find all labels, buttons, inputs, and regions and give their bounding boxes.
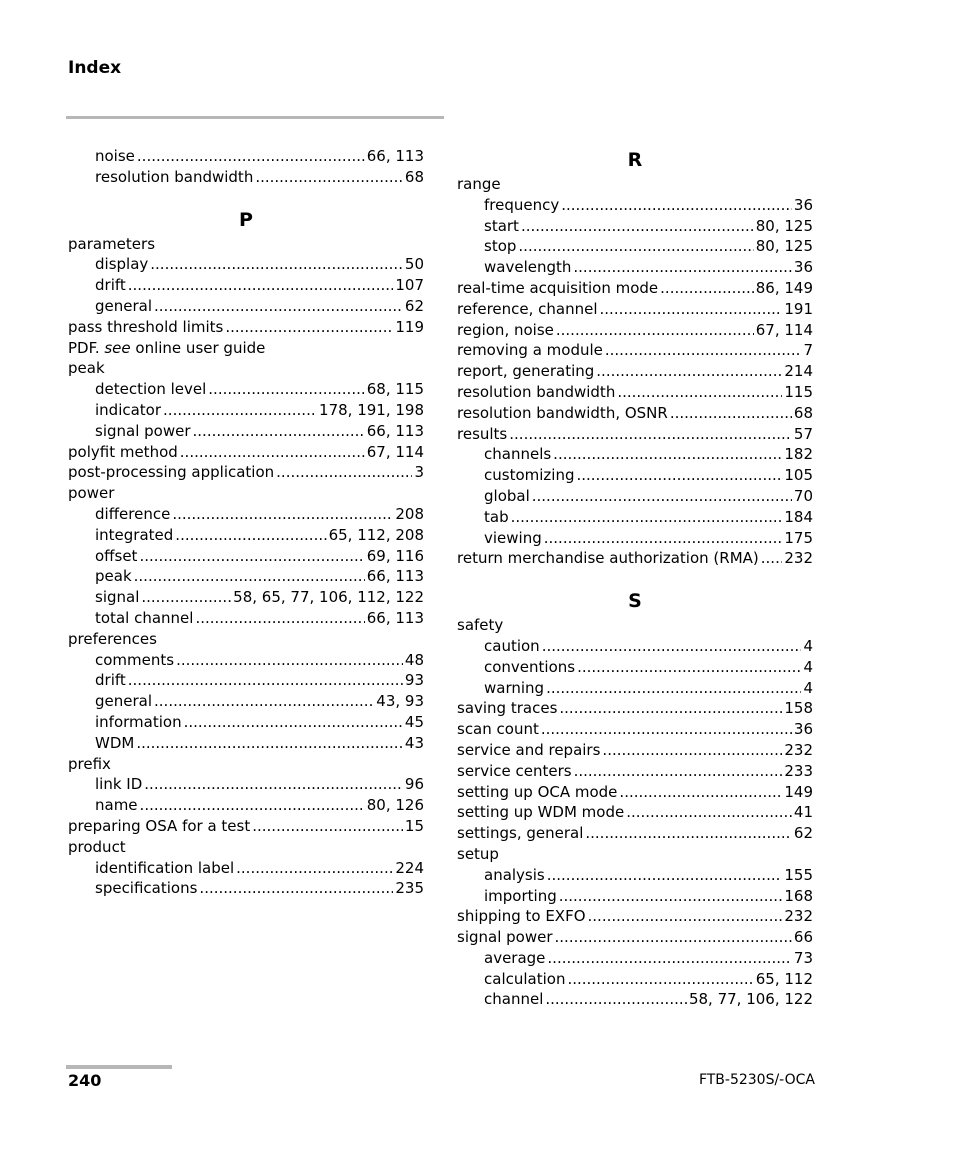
entry-term: signal [95, 588, 140, 607]
dot-leader [660, 278, 754, 299]
entry-term: total channel [95, 608, 194, 627]
section-letter: R [627, 149, 643, 171]
entry-term: link ID [95, 775, 143, 794]
dot-leader [140, 795, 365, 816]
page-reference: 36 [793, 720, 813, 739]
page-reference: 68 [404, 167, 424, 186]
entry-term: signal power [95, 421, 191, 440]
dot-leader [574, 761, 783, 782]
page-number: 240 [68, 1071, 102, 1090]
entry-term: analysis [484, 865, 545, 884]
dot-leader [252, 816, 403, 837]
entry-term [68, 338, 265, 359]
section-gap [68, 188, 424, 206]
page-reference: 62 [404, 296, 424, 315]
dot-leader [521, 216, 754, 237]
entry-term: pass threshold limits [68, 317, 224, 336]
page-reference: 36 [793, 258, 813, 277]
page-reference: 67, 114 [366, 442, 424, 461]
index-column-right [457, 146, 813, 1010]
index-subentry [68, 167, 424, 188]
index-subentry [68, 400, 424, 421]
entry-term: report, generating [457, 362, 595, 381]
index-subentry [68, 858, 424, 879]
index-subentry [457, 948, 813, 969]
entry-term: resolution bandwidth [457, 382, 616, 401]
page-reference: 73 [793, 948, 813, 967]
document-id: FTB-5230S/-OCA [698, 1072, 815, 1088]
entry-term: identification label [95, 858, 235, 877]
entry-term: name [95, 796, 138, 815]
page-reference: 43 [404, 733, 424, 752]
dot-leader [556, 320, 754, 341]
page-reference: 184 [784, 507, 813, 526]
index-entry [457, 424, 813, 445]
page-reference: 4 [803, 636, 813, 655]
index-subentry [68, 795, 424, 816]
index-subentry [68, 254, 424, 275]
index-subentry [68, 146, 424, 167]
entry-term: peak [95, 567, 132, 586]
dot-leader [617, 382, 782, 403]
dot-leader [761, 548, 783, 569]
entry-term: removing a module [457, 341, 603, 360]
page-reference: 62 [793, 824, 813, 843]
entry-term: saving traces [457, 699, 558, 718]
page-reference: 107 [395, 276, 424, 295]
page-reference: 45 [404, 712, 424, 731]
dot-leader [542, 636, 802, 657]
dot-leader [546, 678, 801, 699]
entry-term: channel [484, 990, 544, 1009]
page-reference: 67, 114 [755, 320, 813, 339]
dot-leader [276, 462, 412, 483]
entry-term: information [95, 712, 182, 731]
entry-term: settings, general [457, 824, 584, 843]
entry-term: prefix [68, 754, 111, 773]
dot-leader [561, 195, 792, 216]
index-subentry [68, 379, 424, 400]
index-subentry [457, 236, 813, 257]
index-entry [68, 358, 424, 379]
dot-leader [172, 504, 393, 525]
page-reference: 66, 113 [366, 421, 424, 440]
index-subentry [68, 608, 424, 629]
entry-term: customizing [484, 466, 575, 485]
entry-term: drift [95, 276, 126, 295]
index-entry [457, 740, 813, 761]
entry-term: indicator [95, 400, 162, 419]
dot-leader [600, 299, 783, 320]
index-column-left [68, 146, 424, 899]
page-reference: 58, 65, 77, 106, 112, 122 [233, 588, 424, 607]
index-subentry [68, 774, 424, 795]
index-subentry [68, 275, 424, 296]
entry-term-prefix: PDF. [68, 338, 105, 357]
entry-term: offset [95, 546, 138, 565]
dot-leader [136, 733, 403, 754]
page-reference: 66 [793, 928, 813, 947]
page-reference: 15 [404, 816, 424, 835]
entry-term: preferences [68, 629, 157, 648]
entry-term: importing [484, 886, 557, 905]
dot-leader [573, 257, 792, 278]
index-subentry [457, 444, 813, 465]
index-entry [68, 442, 424, 463]
index-subentry [68, 504, 424, 525]
index-entry [457, 615, 813, 636]
dot-leader [150, 254, 403, 275]
entry-term: return merchandise authorization (RMA) [457, 549, 759, 568]
entry-term: average [484, 948, 546, 967]
index-entry [457, 802, 813, 823]
page-reference: 36 [793, 195, 813, 214]
see-reference-target: online user guide [130, 338, 266, 357]
index-entry [457, 278, 813, 299]
index-subentry [68, 296, 424, 317]
index-subentry [68, 566, 424, 587]
entry-term: polyfit method [68, 442, 178, 461]
index-subentry [68, 712, 424, 733]
index-subentry [68, 878, 424, 899]
dot-leader [180, 442, 365, 463]
entry-term: signal power [457, 928, 553, 947]
page-reference: 235 [395, 879, 424, 898]
entry-term: setup [457, 844, 499, 863]
index-entry [68, 816, 424, 837]
entry-term: results [457, 424, 508, 443]
index-subentry [457, 886, 813, 907]
page-reference: 69, 116 [366, 546, 424, 565]
entry-term: reference, channel [457, 299, 598, 318]
dot-leader [193, 421, 365, 442]
entry-term: power [68, 484, 115, 503]
entry-term: parameters [68, 234, 156, 253]
page-header-title: Index [68, 58, 122, 78]
entry-term: setting up WDM mode [457, 803, 625, 822]
entry-term: calculation [484, 969, 566, 988]
page-reference: 65, 112 [755, 969, 813, 988]
entry-term: service centers [457, 761, 572, 780]
page-reference: 80, 125 [755, 216, 813, 235]
index-entry [457, 844, 813, 865]
dot-leader [208, 379, 364, 400]
page-reference: 65, 112, 208 [328, 525, 424, 544]
page-reference: 158 [784, 699, 813, 718]
entry-term: safety [457, 616, 504, 635]
page-reference: 4 [803, 657, 813, 676]
dot-leader [588, 906, 783, 927]
entry-term: preparing OSA for a test [68, 816, 251, 835]
page-reference: 80, 126 [366, 796, 424, 815]
index-subentry [457, 257, 813, 278]
page-reference: 50 [404, 255, 424, 274]
dot-leader [555, 927, 792, 948]
entry-term: start [484, 216, 519, 235]
index-subentry [68, 525, 424, 546]
dot-leader [225, 317, 393, 338]
dot-leader [670, 403, 792, 424]
entry-term: wavelength [484, 258, 572, 277]
entry-term: resolution bandwidth [95, 167, 254, 186]
page-reference: 58, 77, 106, 122 [688, 990, 813, 1009]
index-entry [457, 382, 813, 403]
page-reference: 232 [784, 907, 813, 926]
index-entry [457, 403, 813, 424]
dot-leader [255, 167, 403, 188]
page-reference: 208 [395, 504, 424, 523]
dot-leader [175, 525, 326, 546]
index-entry [457, 927, 813, 948]
page-reference: 149 [784, 782, 813, 801]
index-subentry [457, 678, 813, 699]
page-reference: 43, 93 [376, 692, 424, 711]
entry-term: tab [484, 507, 509, 526]
dot-leader [134, 566, 365, 587]
dot-leader [144, 774, 403, 795]
dot-leader [199, 878, 393, 899]
entry-term: viewing [484, 528, 542, 547]
entry-term: product [68, 837, 126, 856]
index-entry [68, 629, 424, 650]
entry-term: specifications [95, 879, 198, 898]
page-reference: 115 [784, 382, 813, 401]
page-reference: 96 [404, 775, 424, 794]
page-reference: 168 [784, 886, 813, 905]
entry-term: WDM [95, 733, 135, 752]
index-subentry [457, 507, 813, 528]
index-entry [457, 548, 813, 569]
page-reference: 66, 113 [366, 608, 424, 627]
entry-term: real-time acquisition mode [457, 278, 659, 297]
index-entry [457, 340, 813, 361]
dot-leader [577, 657, 801, 678]
index-entry [68, 754, 424, 775]
dot-leader [602, 740, 782, 761]
dot-leader [128, 275, 394, 296]
section-gap [457, 569, 813, 587]
page-reference: 66, 113 [366, 147, 424, 165]
dot-leader [163, 400, 317, 421]
page-reference: 48 [404, 650, 424, 669]
index-entry [457, 761, 813, 782]
entry-term: general [95, 296, 153, 315]
dot-leader [545, 989, 687, 1010]
page-reference: 86, 149 [755, 278, 813, 297]
page-reference: 57 [793, 424, 813, 443]
dot-leader [139, 546, 364, 567]
index-entry [457, 823, 813, 844]
dot-leader [195, 608, 364, 629]
entry-term: post-processing application [68, 463, 275, 482]
index-entry [457, 361, 813, 382]
dot-leader [559, 886, 783, 907]
entry-term: drift [95, 671, 126, 690]
page-reference: 41 [793, 803, 813, 822]
dot-leader [128, 670, 403, 691]
dot-leader [626, 802, 792, 823]
dot-leader [559, 698, 782, 719]
page-reference: 178, 191, 198 [319, 400, 424, 419]
index-subentry [68, 546, 424, 567]
dot-leader [154, 691, 374, 712]
index-subentry [457, 969, 813, 990]
dot-leader [532, 486, 792, 507]
index-entry [68, 483, 424, 504]
section-letter: S [628, 590, 642, 613]
page-reference: 175 [784, 528, 813, 547]
index-entry [457, 719, 813, 740]
dot-leader [553, 444, 782, 465]
dot-leader [236, 858, 393, 879]
entry-term: range [457, 175, 501, 193]
index-entry [68, 338, 424, 359]
index-subentry [68, 733, 424, 754]
entry-term: detection level [95, 380, 207, 399]
index-entry [457, 698, 813, 719]
page-reference: 66, 113 [366, 567, 424, 586]
page-reference: 214 [784, 362, 813, 381]
dot-leader [567, 969, 753, 990]
entry-term: scan count [457, 720, 539, 739]
entry-term: stop [484, 237, 517, 256]
page-reference: 191 [784, 299, 813, 318]
index-subentry [68, 421, 424, 442]
entry-term: integrated [95, 525, 174, 544]
see-reference-word: see [104, 338, 131, 357]
index-subentry [457, 865, 813, 886]
header-divider [66, 116, 444, 119]
dot-leader [509, 424, 792, 445]
index-subentry [68, 650, 424, 671]
index-entry [68, 837, 424, 858]
dot-leader [184, 712, 403, 733]
index-entry [68, 462, 424, 483]
page-reference: 7 [803, 341, 813, 360]
entry-term: general [95, 692, 153, 711]
page-reference: 155 [784, 865, 813, 884]
dot-leader [547, 865, 783, 886]
page-reference: 182 [784, 445, 813, 464]
dot-leader [596, 361, 782, 382]
dot-leader [541, 719, 792, 740]
index-entry [457, 320, 813, 341]
page-reference: 93 [404, 671, 424, 690]
page-reference: 105 [784, 466, 813, 485]
index-subentry [68, 670, 424, 691]
entry-term: caution [484, 636, 540, 655]
index-subentry [457, 486, 813, 507]
dot-leader [154, 296, 403, 317]
index-subentry [68, 691, 424, 712]
index-subentry [457, 216, 813, 237]
index-subentry [68, 587, 424, 608]
dot-leader [619, 782, 782, 803]
entry-term: channels [484, 445, 552, 464]
entry-term: setting up OCA mode [457, 782, 618, 801]
entry-term: service and repairs [457, 740, 601, 759]
entry-term: warning [484, 678, 545, 697]
dot-leader [605, 340, 802, 361]
entry-term: display [95, 255, 149, 274]
dot-leader [176, 650, 403, 671]
page-reference: 233 [784, 761, 813, 780]
entry-term: shipping to EXFO [457, 907, 586, 926]
page-reference: 70 [793, 486, 813, 505]
footer-divider [66, 1065, 172, 1069]
index-subentry [457, 195, 813, 216]
entry-term: global [484, 486, 530, 505]
entry-term: peak [68, 359, 105, 378]
page-reference: 119 [395, 317, 424, 336]
index-entry [457, 782, 813, 803]
index-subentry [457, 657, 813, 678]
dot-leader [137, 146, 365, 167]
index-subentry [457, 636, 813, 657]
entry-term: frequency [484, 195, 560, 214]
dot-leader [518, 236, 753, 257]
dot-leader [511, 507, 783, 528]
index-subentry [457, 528, 813, 549]
page-reference: 224 [395, 858, 424, 877]
index-subentry [457, 465, 813, 486]
page-reference: 68, 115 [366, 380, 424, 399]
index-entry [457, 174, 813, 195]
dot-leader [141, 587, 231, 608]
index-subentry [457, 989, 813, 1010]
page-reference: 232 [784, 549, 813, 568]
entry-term: resolution bandwidth, OSNR [457, 403, 668, 422]
dot-leader [544, 528, 783, 549]
index-entry [457, 299, 813, 320]
index-entry [68, 234, 424, 255]
page-reference: 80, 125 [755, 237, 813, 256]
entry-term: comments [95, 650, 175, 669]
entry-term: noise [95, 147, 135, 165]
page-reference: 232 [784, 740, 813, 759]
entry-term: conventions [484, 657, 576, 676]
entry-term: difference [95, 504, 171, 523]
dot-leader [547, 948, 792, 969]
page-reference: 68 [793, 403, 813, 422]
page-reference: 3 [414, 463, 424, 482]
dot-leader [576, 465, 782, 486]
index-entry [457, 906, 813, 927]
page-reference: 4 [803, 678, 813, 697]
entry-term: region, noise [457, 320, 554, 339]
dot-leader [585, 823, 792, 844]
index-entry [68, 317, 424, 338]
section-letter: P [239, 208, 253, 231]
